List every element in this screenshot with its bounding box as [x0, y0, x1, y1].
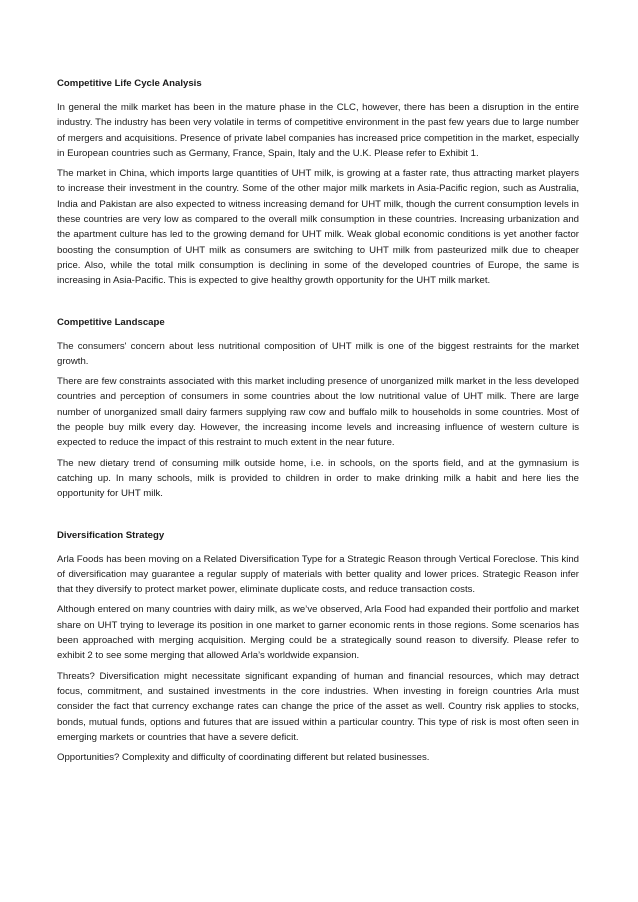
section-heading: Diversification Strategy — [57, 529, 165, 541]
paragraph: There are few constraints associated with this market including presence of unorganized milk market in the less developed countries and perception of consumers in some countries about the low nutritional value of UHT milk. There are large number of unorganized small dairy farmers supplying raw cow and buffalo milk to households in some countries. Most of the people buy milk every day. However, the increasing income levels and increasing influence of western culture is expected to reduce the impact of this restraint to much extent in the near future. — [57, 376, 579, 449]
paragraph: The consumers' concern about less nutritional composition of UHT milk is one of the biggest restraints for the market growth. — [57, 340, 579, 367]
paragraph: Threats? Diversification might necessitate significant expanding of human and financial resources, which may detract focus, commitment, and sustained investments in the core industries. When investing in foreign countries Arla must consider the fact that currency exchange rates can change the price of the asset as well. Country risk applies to stocks, bonds, mutual funds, options and futures that are issued within a particular country. This type of risk is most often seen in emerging markets or countries that have a severe deficit. — [57, 670, 579, 743]
section-diversification-strategy — [57, 529, 579, 766]
section-heading: Competitive Landscape — [57, 316, 165, 328]
section-spacer — [57, 294, 579, 316]
document-page — [57, 77, 579, 770]
paragraph: Arla Foods has been moving on a Related Diversification Type for a Strategic Reason through Vertical Foreclose. This kind of diversification may guarantee a regular supply of materials with better quality and lower prices. Strategic Reason infer that they diversify to protect market power, eliminate duplicate costs, and reduce transaction costs. — [57, 553, 579, 596]
paragraph: The market in China, which imports large quantities of UHT milk, is growing at a faster rate, thus attracting market players to increase their investment in the country. Some of the other major milk markets in Asia-Pacific region, such as Australia, India and Pakistan are also expected to witness increasing demand for UHT milk, though the current consumption levels in these countries are very low as compared to the overall milk consumption in these countries. Increasing urbanization and the apartment culture has led to the growing demand for UHT milk. Weak global economic conditions is yet another factor boosting the consumption of UHT milk as consumers are switching to UHT milk from pasteurized milk due to cheaper price. Also, while the total milk consumption is declining in some of the developed countries of Europe, the same is increasing in Asia-Pacific. This is expected to give healthy growth opportunity for the UHT milk market. — [57, 168, 579, 287]
paragraph: Opportunities? Complexity and difficulty of coordinating different but related businesses. — [57, 752, 430, 764]
section-heading: Competitive Life Cycle Analysis — [57, 78, 202, 89]
section-spacer — [57, 507, 579, 529]
section-competitive-life-cycle — [57, 77, 579, 289]
section-competitive-landscape — [57, 316, 579, 502]
paragraph: Although entered on many countries with dairy milk, as we’ve observed, Arla Food had expanded their portfolio and market share on UHT trying to leverage its position in one market to garner economic rents in those regions. Some scenarios has been approached with merging acquisition. Merging could be a strategically sound reason to diversify. Please refer to exhibit 2 to see some merging that allowed Arla’s worldwide expansion. — [57, 604, 579, 662]
paragraph: The new dietary trend of consuming milk outside home, i.e. in schools, on the sports field, and at the gymnasium is catching up. In many schools, milk is provided to children in order to make drinking milk a habit and here lies the opportunity for UHT milk. — [57, 457, 579, 500]
paragraph: In general the milk market has been in the mature phase in the CLC, however, there has been a disruption in the entire industry. The industry has been very volatile in terms of competitive environment in the past few years due to large number of mergers and acquisitions. Presence of private label companies has increased price competition in the market, especially in European countries such as Germany, France, Spain, Italy and the U.K. Please refer to Exhibit 1. — [57, 102, 579, 159]
